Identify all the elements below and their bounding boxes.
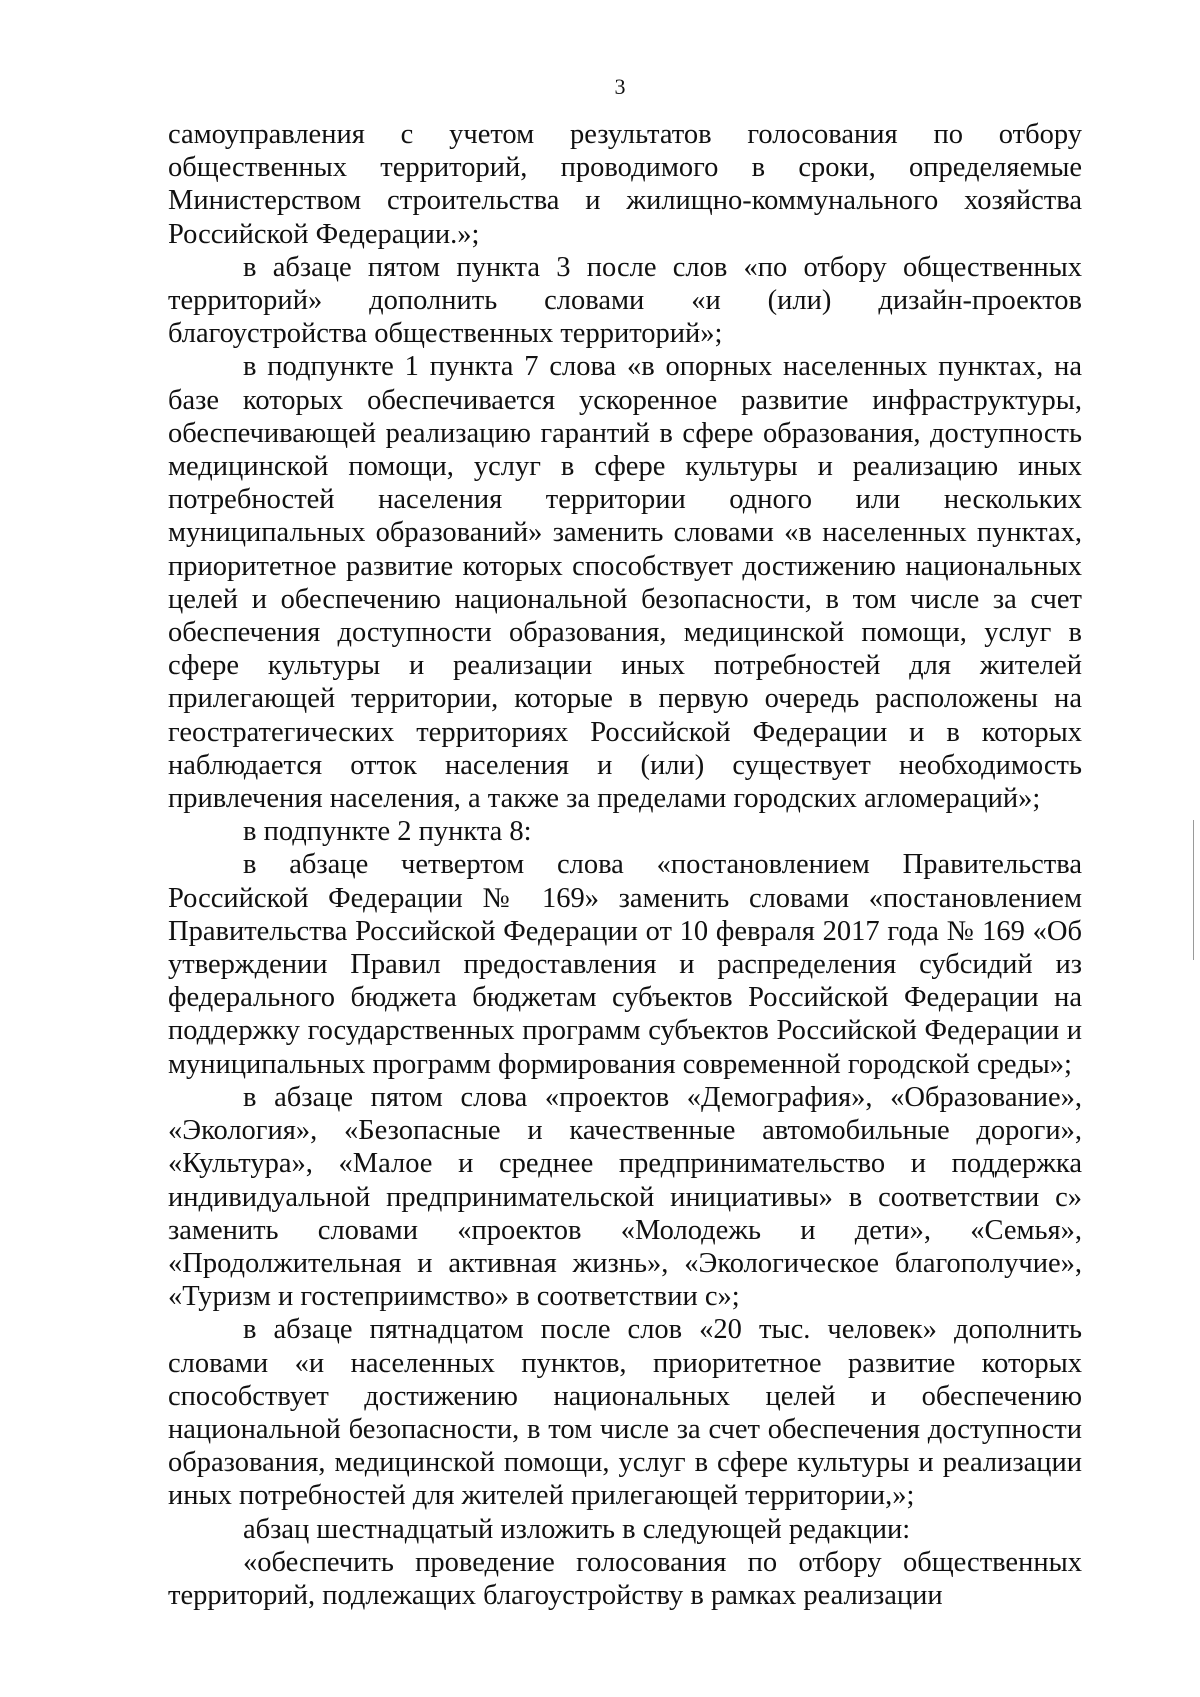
paragraph-fourth-abzac-amendment: в абзаце четвертом слова «постановлением Правительства Российской Федерации № 169» заменить словами «постановлением Правительства Российской Федерации от 10 февраля 2017 года № 169 «Об утверждении Правил предоставления и распределения субсидий из федерального бюджета бюджетам субъектов Российской Федерации на поддержку государственных программ субъектов Российской Федерации и муниципальных программ формирования современной городской среды»; (168, 849, 1082, 1080)
paragraph-continuation: самоуправления с учетом результатов голосования по отбору общественных территорий, проводимого в сроки, определяемые Министерством строительства и жилищно-коммунального хозяйства Российской Федерации.»; (168, 119, 1082, 250)
paragraph-item-3-amendment: в абзаце пятом пункта 3 после слов «по отбору общественных территорий» дополнить словами «и (или) дизайн-проектов благоустройства общественных территорий»; (168, 251, 1082, 350)
document-body (168, 118, 1082, 1612)
scan-edge-line (1193, 820, 1194, 960)
paragraph-sixteenth-abzac-heading: абзац шестнадцатый изложить в следующей редакции: (243, 1513, 911, 1545)
paragraph-fifth-abzac-amendment: в абзаце пятом слова «проектов «Демография», «Образование», «Экология», «Безопасные и качественные автомобильные дороги», «Культура», «Малое и среднее предпринимательство и поддержка индивидуальной предпринимательской инициативы» в соответствии с» заменить словами «проектов «Молодежь и дети», «Семья», «Продолжительная и активная жизнь», «Экологическое благополучие», «Туризм и гостеприимство» в соответствии с»; (168, 1081, 1082, 1313)
paragraph-item-7-amendment: в подпункте 1 пункта 7 слова «в опорных населенных пунктах, на базе которых обеспечивается ускоренное развитие инфраструктуры, обеспечивающей реализацию гарантий в сфере образования, доступность медицинской помощи, услуг в сфере культуры и реализацию иных потребностей населения территории одного или нескольких муниципальных образований» заменить словами «в населенных пунктах, приоритетное развитие которых способствует достижению национальных целей и обеспечению национальной безопасности, в том числе за счет обеспечения доступности образования, медицинской помощи, услуг в сфере культуры и реализации иных потребностей для жителей прилегающей территории, которые в первую очередь расположены на геостратегических территориях Российской Федерации и в которых наблюдается отток населения и (или) существует необходимость привлечения населения, а также за пределами городских агломераций»; (168, 351, 1082, 815)
paragraph-item-8-heading: в подпункте 2 пункта 8: (243, 816, 532, 848)
paragraph-sixteenth-abzac-text: «обеспечить проведение голосования по отбору общественных территорий, подлежащих благоустройству в рамках реализации (168, 1546, 1082, 1611)
paragraph-fifteenth-abzac-amendment: в абзаце пятнадцатом после слов «20 тыс. человек» дополнить словами «и населенных пунктов, приоритетное развитие которых способствует достижению национальных целей и обеспечению национальной безопасности, в том числе за счет обеспечения доступности образования, медицинской помощи, услуг в сфере культуры и реализации иных потребностей для жителей прилегающей территории,»; (168, 1314, 1082, 1512)
page-number: 3 (614, 74, 626, 99)
